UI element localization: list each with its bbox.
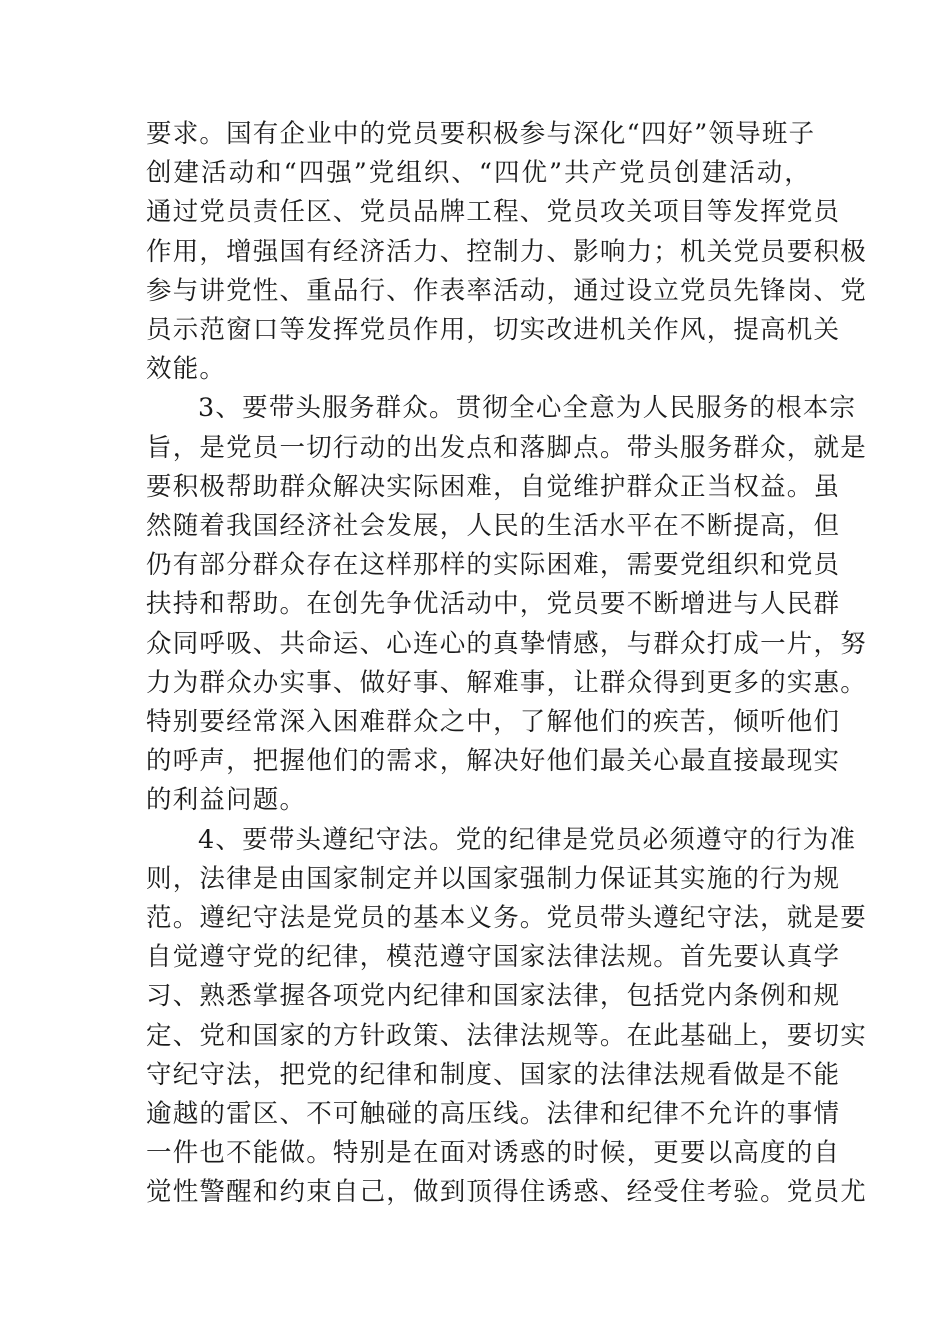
text-line: 然随着我国经济社会发展，人民的生活水平在不断提高，但: [146, 511, 841, 542]
text-line: 4、要带头遵纪守法。党的纪律是党员必须遵守的行为准: [198, 824, 857, 855]
text-line: 旨，是党员一切行动的出发点和落脚点。带头服务群众，就是: [146, 432, 867, 463]
text-line: 逾越的雷区、不可触碰的高压线。法律和纪律不允许的事情: [146, 1099, 841, 1130]
text-line: 效能。: [146, 354, 227, 385]
text-line: 通过党员责任区、党员品牌工程、党员攻关项目等发挥党员: [146, 197, 841, 228]
text-line: 参与讲党性、重品行、作表率活动，通过设立党员先锋岗、党: [146, 275, 867, 306]
text-line: 仍有部分群众存在这样那样的实际困难，需要党组织和党员: [146, 550, 841, 581]
document-page: [146, 115, 867, 1213]
text-line: 力为群众办实事、做好事、解难事，让群众得到更多的实惠。: [146, 667, 867, 698]
text-line: 范。遵纪守法是党员的基本义务。党员带头遵纪守法，就是要: [146, 903, 867, 934]
text-line: 定、党和国家的方针政策、法律法规等。在此基础上，要切实: [146, 1020, 867, 1051]
text-line: 作用，增强国有经济活力、控制力、影响力；机关党员要积极: [146, 236, 867, 267]
text-line: 的利益问题。: [146, 785, 307, 816]
text-line: 守纪守法，把党的纪律和制度、国家的法律法规看做是不能: [146, 1059, 841, 1090]
text-line: 一件也不能做。特别是在面对诱惑的时候，更要以高度的自: [146, 1138, 841, 1169]
paragraph-1: [146, 115, 867, 389]
text-line: 要积极帮助群众解决实际困难，自觉维护群众正当权益。虽: [146, 471, 841, 502]
text-line: 的呼声，把握他们的需求，解决好他们最关心最直接最现实: [146, 746, 841, 777]
text-line: 特别要经常深入困难群众之中，了解他们的疾苦，倾听他们: [146, 707, 841, 738]
paragraph-3: [146, 821, 867, 1213]
text-line: 习、熟悉掌握各项党内纪律和国家法律，包括党内条例和规: [146, 981, 841, 1012]
text-line: 要求。国有企业中的党员要积极参与深化“四好”领导班子: [146, 119, 816, 149]
text-line: 众同呼吸、共命运、心连心的真挚情感，与群众打成一片，努: [146, 628, 867, 659]
text-line: 觉性警醒和约束自己，做到顶得住诱惑、经受住考验。党员尤: [146, 1177, 867, 1208]
text-line: 自觉遵守党的纪律，模范遵守国家法律法规。首先要认真学: [146, 942, 841, 973]
text-line: 创建活动和“四强”党组织、“四优”共产党员创建活动，: [146, 158, 811, 189]
text-line: 3、要带头服务群众。贯彻全心全意为人民服务的根本宗: [198, 393, 857, 424]
paragraph-2: [146, 389, 867, 820]
text-line: 则，法律是由国家制定并以国家强制力保证其实施的行为规: [146, 863, 841, 894]
text-line: 员示范窗口等发挥党员作用，切实改进机关作风，提高机关: [146, 315, 841, 346]
text-line: 扶持和帮助。在创先争优活动中，党员要不断增进与人民群: [146, 589, 841, 620]
